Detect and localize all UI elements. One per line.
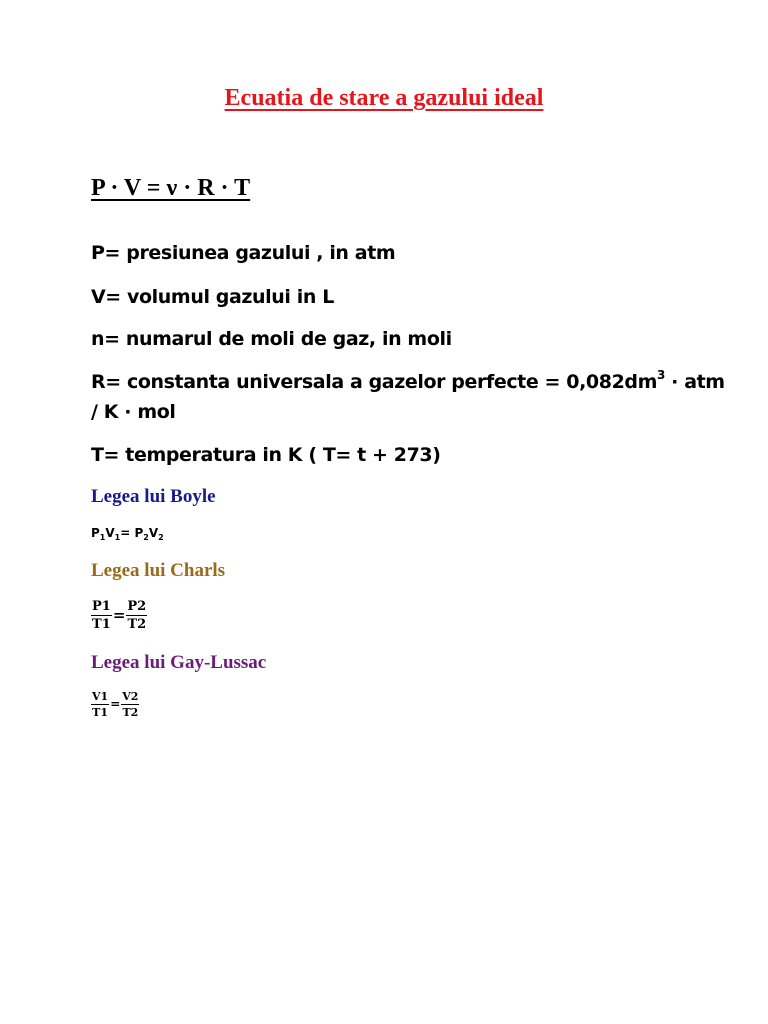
boyle-equation: [91, 526, 164, 540]
definition-p: P= presiunea gazului , in atm: [91, 242, 396, 264]
gay-lussac-right-denominator: T2: [122, 706, 139, 719]
definition-t: T= temperatura in K ( T= t + 273): [91, 444, 441, 466]
gay-lussac-left-numerator: V1: [92, 690, 109, 703]
boyle-v2: V: [148, 526, 159, 540]
charls-left-fraction: [91, 598, 112, 633]
charls-equals: =: [112, 606, 126, 624]
charls-equation: [91, 598, 147, 633]
charls-right-fraction: [126, 598, 147, 633]
boyle-sub4: 2: [158, 533, 164, 542]
definition-r-text: R= constanta universala a gazelor perfecte = 0,082dm: [91, 371, 657, 393]
definition-r-units: · atm: [664, 371, 725, 393]
gay-lussac-left-denominator: T1: [92, 706, 109, 719]
gay-lussac-right-fraction: [121, 689, 139, 720]
definition-r-line1: [91, 368, 725, 393]
boyle-sub2: 1: [114, 533, 121, 542]
definition-r-line2: / K · mol: [91, 401, 176, 423]
boyle-sub3: 2: [143, 533, 149, 542]
gay-lussac-equation: [91, 689, 139, 720]
charls-heading: Legea lui Charls: [91, 560, 226, 581]
boyle-eq-p2: = P: [120, 526, 144, 540]
definition-n: n= numarul de moli de gaz, in moli: [91, 328, 452, 350]
boyle-sub1: 1: [99, 533, 106, 542]
boyle-heading: Legea lui Boyle: [91, 486, 216, 507]
boyle-p1: P: [91, 526, 100, 540]
superscript-3: 3: [657, 368, 665, 382]
definition-v: V= volumul gazului in L: [91, 286, 334, 308]
gay-lussac-right-numerator: V2: [122, 690, 139, 703]
gay-lussac-heading: Legea lui Gay-Lussac: [91, 652, 267, 673]
charls-right-numerator: P2: [127, 599, 147, 614]
charls-left-numerator: P1: [92, 599, 111, 614]
gay-lussac-equals: =: [110, 697, 121, 711]
charls-right-denominator: T2: [127, 617, 147, 632]
page-title: Ecuatia de stare a gazului ideal: [224, 85, 544, 111]
ideal-gas-equation: P · V = ν · R · T: [91, 175, 251, 201]
gay-lussac-left-fraction: [91, 689, 109, 720]
boyle-v1: V: [105, 526, 115, 540]
charls-left-denominator: T1: [92, 617, 111, 632]
